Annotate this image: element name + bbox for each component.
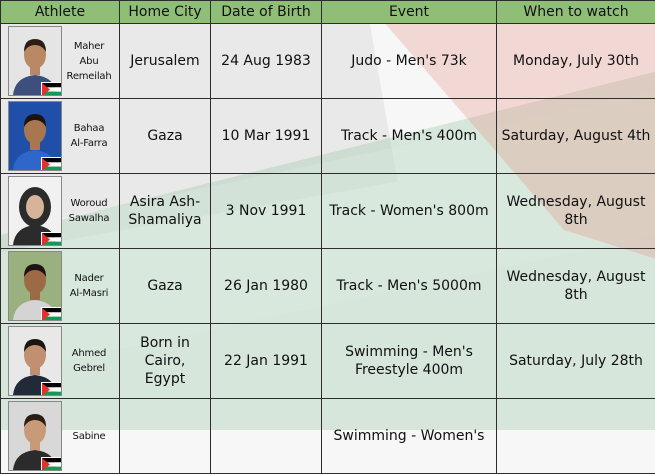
athlete-photo (8, 176, 62, 246)
athlete-photo (8, 251, 62, 321)
event-cell: Track - Women's 800m (322, 174, 497, 249)
date-of-birth-cell: 24 Aug 1983 (211, 24, 322, 99)
athlete-cell (1, 174, 120, 249)
home-city-cell: Gaza (120, 249, 211, 324)
athlete-name (62, 346, 116, 376)
athlete-photo (8, 326, 62, 396)
when-to-watch-cell: Wednesday, August 8th (497, 174, 655, 249)
table-header-row (1, 1, 655, 24)
palestine-flag-icon (41, 157, 61, 170)
athlete-photo (8, 401, 62, 471)
date-of-birth-cell: 3 Nov 1991 (211, 174, 322, 249)
column-header-when-to-watch: When to watch (497, 1, 655, 24)
date-of-birth-cell: 26 Jan 1980 (211, 249, 322, 324)
palestine-flag-icon (41, 457, 61, 470)
athlete-name-line: Sawalha (64, 211, 114, 226)
athlete-name-line: Remeilah (64, 69, 114, 84)
athlete-name-line: Gebrel (64, 361, 114, 376)
date-of-birth-cell: 22 Jan 1991 (211, 324, 322, 399)
event-cell: Track - Men's 400m (322, 99, 497, 174)
date-of-birth-cell (211, 399, 322, 474)
palestine-flag-icon (41, 307, 61, 320)
palestine-flag-icon (41, 232, 61, 245)
palestine-flag-icon (41, 82, 61, 95)
athlete-cell (1, 99, 120, 174)
athlete-name-line: Ahmed (64, 346, 114, 361)
table-row (1, 249, 655, 324)
event-cell: Track - Men's 5000m (322, 249, 497, 324)
when-to-watch-cell (497, 399, 655, 474)
home-city-cell: Gaza (120, 99, 211, 174)
athlete-name-line: Bahaa (64, 121, 114, 136)
athlete-name-line: Al-Farra (64, 136, 114, 151)
table-row (1, 99, 655, 174)
event-cell: Swimming - Men's Freestyle 400m (322, 324, 497, 399)
athlete-name (62, 429, 116, 444)
table-row (1, 324, 655, 399)
home-city-cell: Born in Cairo, Egypt (120, 324, 211, 399)
when-to-watch-cell: Monday, July 30th (497, 24, 655, 99)
table-row (1, 174, 655, 249)
column-header-athlete: Athlete (1, 1, 120, 24)
athlete-name (62, 39, 116, 84)
athlete-cell (1, 24, 120, 99)
athlete-name-line: Maher Abu (64, 39, 114, 69)
table-row (1, 399, 655, 474)
athlete-name-line: Woroud (64, 196, 114, 211)
athlete-name (62, 196, 116, 226)
athlete-name-line: Sabine (64, 429, 114, 444)
event-cell: Swimming - Women's (322, 399, 497, 474)
when-to-watch-cell: Saturday, July 28th (497, 324, 655, 399)
home-city-cell: Asira Ash-Shamaliya (120, 174, 211, 249)
athlete-cell (1, 249, 120, 324)
table-row (1, 24, 655, 99)
event-cell: Judo - Men's 73k (322, 24, 497, 99)
date-of-birth-cell: 10 Mar 1991 (211, 99, 322, 174)
column-header-home-city: Home City (120, 1, 211, 24)
athlete-cell (1, 324, 120, 399)
home-city-cell (120, 399, 211, 474)
athlete-name-line: Nader (64, 271, 114, 286)
athlete-cell (1, 399, 120, 474)
athlete-name (62, 121, 116, 151)
when-to-watch-cell: Saturday, August 4th (497, 99, 655, 174)
athlete-name-line: Al-Masri (64, 286, 114, 301)
athlete-photo (8, 101, 62, 171)
column-header-date-of-birth: Date of Birth (211, 1, 322, 24)
when-to-watch-cell: Wednesday, August 8th (497, 249, 655, 324)
home-city-cell: Jerusalem (120, 24, 211, 99)
palestine-flag-icon (41, 382, 61, 395)
athlete-photo (8, 26, 62, 96)
column-header-event: Event (322, 1, 497, 24)
athlete-name (62, 271, 116, 301)
